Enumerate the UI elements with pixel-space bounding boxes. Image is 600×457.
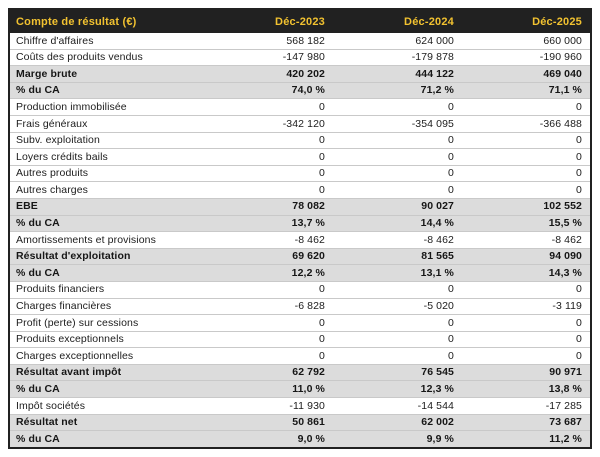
cell-value: -179 878 bbox=[333, 49, 462, 66]
table-row bbox=[9, 281, 591, 298]
row-label: % du CA bbox=[9, 381, 204, 398]
cell-value: 0 bbox=[333, 281, 462, 298]
cell-value: 0 bbox=[204, 99, 333, 116]
cell-value: 11,0 % bbox=[204, 381, 333, 398]
row-label: % du CA bbox=[9, 431, 204, 448]
row-label: % du CA bbox=[9, 215, 204, 232]
cell-value: 13,8 % bbox=[462, 381, 591, 398]
row-label: Loyers crédits bails bbox=[9, 149, 204, 166]
row-label: % du CA bbox=[9, 82, 204, 99]
income-statement-sheet bbox=[8, 8, 592, 449]
income-statement-table bbox=[8, 8, 592, 449]
cell-value: -190 960 bbox=[462, 49, 591, 66]
cell-value: 0 bbox=[333, 149, 462, 166]
row-label: Résultat d'exploitation bbox=[9, 248, 204, 265]
table-row bbox=[9, 298, 591, 315]
header-row bbox=[9, 9, 591, 33]
cell-value: 50 861 bbox=[204, 414, 333, 431]
cell-value: -354 095 bbox=[333, 115, 462, 132]
cell-value: 0 bbox=[462, 149, 591, 166]
cell-value: 0 bbox=[462, 132, 591, 149]
table-header bbox=[9, 9, 591, 33]
cell-value: -5 020 bbox=[333, 298, 462, 315]
cell-value: 0 bbox=[204, 165, 333, 182]
table-row bbox=[9, 215, 591, 232]
row-label: Marge brute bbox=[9, 66, 204, 83]
cell-value: 14,3 % bbox=[462, 265, 591, 282]
table-row bbox=[9, 315, 591, 332]
table-row bbox=[9, 82, 591, 99]
table-row bbox=[9, 398, 591, 415]
row-label: Produits exceptionnels bbox=[9, 331, 204, 348]
cell-value: 0 bbox=[204, 281, 333, 298]
cell-value: 0 bbox=[204, 331, 333, 348]
cell-value: 71,1 % bbox=[462, 82, 591, 99]
cell-value: 0 bbox=[204, 315, 333, 332]
row-label: Autres produits bbox=[9, 165, 204, 182]
cell-value: 9,0 % bbox=[204, 431, 333, 448]
cell-value: 0 bbox=[462, 182, 591, 199]
row-label: Résultat net bbox=[9, 414, 204, 431]
cell-value: 69 620 bbox=[204, 248, 333, 265]
col-header-dec-2023: Déc-2023 bbox=[204, 9, 333, 33]
cell-value: 0 bbox=[462, 281, 591, 298]
cell-value: 74,0 % bbox=[204, 82, 333, 99]
cell-value: 0 bbox=[204, 149, 333, 166]
row-label: Autres charges bbox=[9, 182, 204, 199]
cell-value: 0 bbox=[462, 165, 591, 182]
cell-value: 12,3 % bbox=[333, 381, 462, 398]
cell-value: 420 202 bbox=[204, 66, 333, 83]
cell-value: 0 bbox=[333, 182, 462, 199]
cell-value: 0 bbox=[462, 348, 591, 365]
cell-value: 0 bbox=[333, 348, 462, 365]
row-label: Coûts des produits vendus bbox=[9, 49, 204, 66]
cell-value: 94 090 bbox=[462, 248, 591, 265]
cell-value: 0 bbox=[462, 331, 591, 348]
table-row bbox=[9, 348, 591, 365]
cell-value: 0 bbox=[333, 132, 462, 149]
cell-value: -3 119 bbox=[462, 298, 591, 315]
cell-value: 0 bbox=[204, 132, 333, 149]
table-row bbox=[9, 248, 591, 265]
col-header-dec-2024: Déc-2024 bbox=[333, 9, 462, 33]
cell-value: 12,2 % bbox=[204, 265, 333, 282]
cell-value: 568 182 bbox=[286, 34, 325, 47]
cell-value: -366 488 bbox=[462, 115, 591, 132]
cell-value: 14,4 % bbox=[333, 215, 462, 232]
cell-value: -6 828 bbox=[204, 298, 333, 315]
cell-value: -8 462 bbox=[333, 232, 462, 249]
cell-value: -147 980 bbox=[204, 49, 333, 66]
table-row bbox=[9, 115, 591, 132]
table-row bbox=[9, 132, 591, 149]
cell-value: 71,2 % bbox=[333, 82, 462, 99]
row-label: Charges financières bbox=[9, 298, 204, 315]
cell-value: 11,2 % bbox=[462, 431, 591, 448]
table-row bbox=[9, 232, 591, 249]
row-label: Charges exceptionnelles bbox=[9, 348, 204, 365]
row-label: Profit (perte) sur cessions bbox=[9, 315, 204, 332]
cell-value: -17 285 bbox=[462, 398, 591, 415]
cell-value: 0 bbox=[204, 348, 333, 365]
cell-value: 0 bbox=[333, 331, 462, 348]
table-row bbox=[9, 431, 591, 448]
table-row bbox=[9, 265, 591, 282]
col-header-dec-2025: Déc-2025 bbox=[462, 9, 591, 33]
table-row bbox=[9, 364, 591, 381]
table-row bbox=[9, 33, 591, 49]
cell-value: 0 bbox=[462, 315, 591, 332]
table-row bbox=[9, 49, 591, 66]
cell-value: 62 792 bbox=[204, 364, 333, 381]
row-label: Production immobilisée bbox=[9, 99, 204, 116]
row-label: Frais généraux bbox=[9, 115, 204, 132]
cell-value: -11 930 bbox=[204, 398, 333, 415]
cell-value: 90 027 bbox=[333, 198, 462, 215]
table-row bbox=[9, 99, 591, 116]
table-title: Compte de résultat (€) bbox=[9, 9, 204, 33]
table-row bbox=[9, 414, 591, 431]
cell-value: 15,5 % bbox=[462, 215, 591, 232]
cell-value: 9,9 % bbox=[333, 431, 462, 448]
cell-value: 81 565 bbox=[333, 248, 462, 265]
table-row bbox=[9, 381, 591, 398]
table-body bbox=[9, 33, 591, 448]
cell-value: 102 552 bbox=[462, 198, 591, 215]
cell-value: 0 bbox=[333, 315, 462, 332]
row-label: Amortissements et provisions bbox=[9, 232, 204, 249]
cell-value: 624 000 bbox=[415, 34, 454, 47]
row-label: % du CA bbox=[9, 265, 204, 282]
row-label: Impôt sociétés bbox=[9, 398, 204, 415]
cell-value: 78 082 bbox=[204, 198, 333, 215]
table-row bbox=[9, 331, 591, 348]
cell-value: 73 687 bbox=[462, 414, 591, 431]
cell-value: 469 040 bbox=[462, 66, 591, 83]
row-label: Chiffre d'affaires bbox=[16, 34, 94, 47]
table-row bbox=[9, 182, 591, 199]
cell-value: 0 bbox=[333, 99, 462, 116]
cell-value: 90 971 bbox=[462, 364, 591, 381]
row-label: Subv. exploitation bbox=[9, 132, 204, 149]
cell-value: 62 002 bbox=[333, 414, 462, 431]
cell-value: 444 122 bbox=[333, 66, 462, 83]
cell-value: -8 462 bbox=[204, 232, 333, 249]
cell-value: 13,1 % bbox=[333, 265, 462, 282]
row-label: EBE bbox=[9, 198, 204, 215]
cell-value: -8 462 bbox=[462, 232, 591, 249]
cell-value: 0 bbox=[333, 165, 462, 182]
row-label: Résultat avant impôt bbox=[9, 364, 204, 381]
table-row bbox=[9, 149, 591, 166]
cell-value: 0 bbox=[462, 99, 591, 116]
cell-value: 76 545 bbox=[333, 364, 462, 381]
cell-value: 13,7 % bbox=[204, 215, 333, 232]
table-row bbox=[9, 198, 591, 215]
cell-value: 0 bbox=[204, 182, 333, 199]
row-label: Produits financiers bbox=[9, 281, 204, 298]
cell-value: -14 544 bbox=[333, 398, 462, 415]
cell-value: -342 120 bbox=[204, 115, 333, 132]
cell-value: 660 000 bbox=[543, 34, 582, 47]
table-row bbox=[9, 165, 591, 182]
table-row bbox=[9, 66, 591, 83]
